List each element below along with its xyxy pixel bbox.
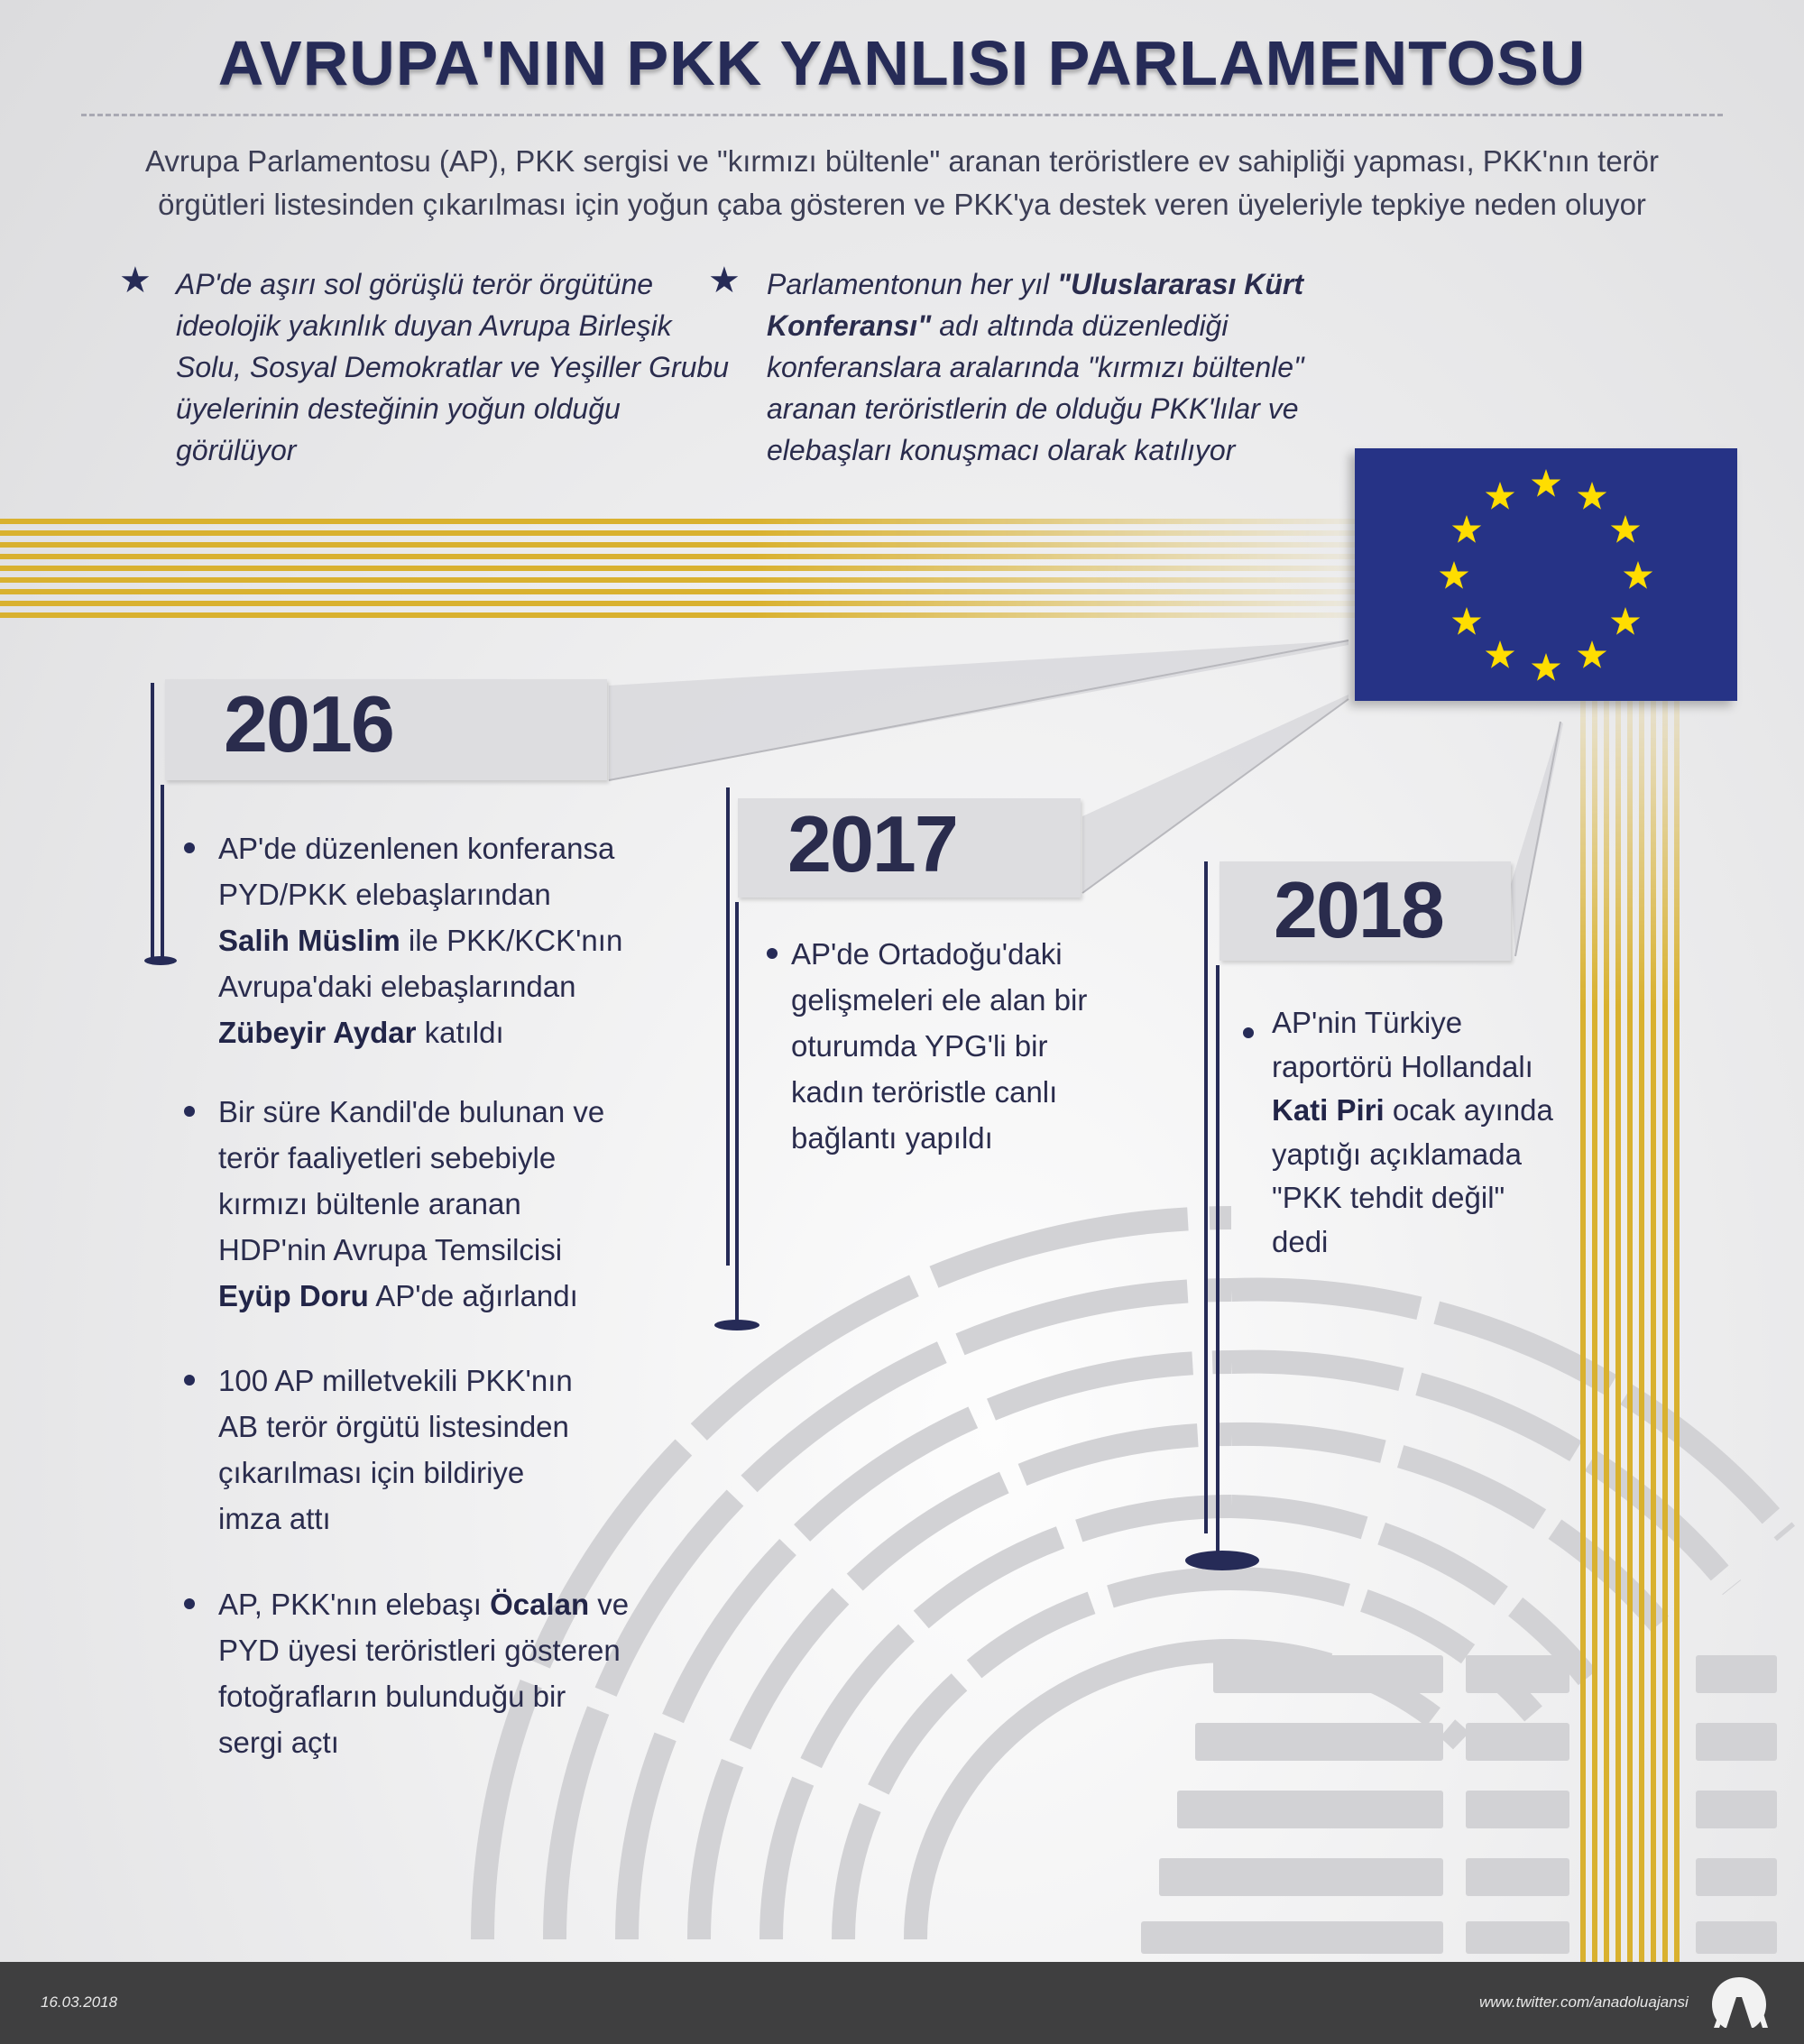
fact-line: Solu, Sosyal Demokratlar ve Yeşiller Grubu xyxy=(176,351,730,383)
fact-line: elebaşları konuşmacı olarak katılıyor xyxy=(767,434,1236,466)
timeline-item: 100 AP milletvekili PKK'nın AB terör örgütü listesinden çıkarılması için bildiriye imza attı xyxy=(218,1364,573,1535)
bullet-icon xyxy=(184,1598,195,1609)
twitter-link[interactable]: www.twitter.com/anadoluajansi xyxy=(1479,1993,1689,2011)
timeline-item: AP'de düzenlenen konferansa PYD/PKK elebaşlarından Salih Müslim ile PKK/KCK'nın Avrupa'daki elebaşlarından Zübeyir Aydar katıldı xyxy=(218,832,623,1049)
fact-line: Parlamentonun her yıl "Uluslararası Kürt xyxy=(767,268,1303,300)
fact-right xyxy=(767,263,1362,471)
fact-line: Konferansı" adı altında düzenlediği xyxy=(767,309,1229,342)
title-divider xyxy=(81,114,1723,116)
year-2017: 2017 xyxy=(787,799,957,888)
fact-line: konferanslara aralarında "kırmızı bültenle" xyxy=(767,351,1304,383)
anadolu-agency-logo xyxy=(1707,1974,1772,2031)
page-title: AVRUPA'NIN PKK YANLISI PARLAMENTOSU xyxy=(217,28,1587,98)
timeline-pole-2016 xyxy=(151,683,154,958)
timeline-item: AP'nin Türkiye raportörü Hollandalı Kati Piri ocak ayında yaptığı açıklamada "PKK tehdit değil" dedi xyxy=(1272,1006,1553,1258)
aa-logo-icon xyxy=(1707,1974,1772,2031)
timeline-pole-base xyxy=(714,1320,759,1330)
star-icon: ★ xyxy=(708,261,741,300)
timeline-pole-2018 xyxy=(1204,861,1208,1533)
timeline-pole-2018 xyxy=(1216,965,1220,1553)
year-2018: 2018 xyxy=(1274,865,1443,954)
timeline-item: AP'de Ortadoğu'daki gelişmeleri ele alan bir oturumda YPG'li bir kadın teröristle canlı bağlantı yapıldı xyxy=(791,937,1088,1155)
bullet-icon xyxy=(1243,1027,1254,1038)
fact-left xyxy=(176,263,753,471)
fact-line: görülüyor xyxy=(176,434,297,466)
publish-date: 16.03.2018 xyxy=(41,1993,118,2011)
fact-line: aranan teröristlerin de olduğu PKK'lılar ve xyxy=(767,392,1299,425)
timeline-pole-base xyxy=(144,956,177,965)
bullet-icon xyxy=(184,1106,195,1117)
fact-line: AP'de aşırı sol görüşlü terör örgütüne xyxy=(176,268,654,300)
bullet-icon xyxy=(184,1375,195,1386)
star-icon: ★ xyxy=(119,261,152,300)
timeline-pole-2016 xyxy=(161,785,164,961)
eu-stars-icon xyxy=(1355,448,1737,701)
timeline-item: AP, PKK'nın elebaşı Öcalan ve PYD üyesi teröristleri gösteren fotoğrafların bulunduğu bir sergi açtı xyxy=(218,1588,630,1759)
timeline-pole-2017 xyxy=(735,902,739,1321)
year-2016: 2016 xyxy=(224,679,393,769)
intro-text: Avrupa Parlamentosu (AP), PKK sergisi ve "kırmızı bültenle" aranan teröristlere ev sahipliği yapması, PKK'nın terör örgütleri listesinden çıkarılması için yoğun çaba gösteren ve PKK'ya destek veren üyeleriyle tepkiye neden oluyor xyxy=(144,144,1660,221)
bullet-icon xyxy=(184,842,195,853)
bullet-icon xyxy=(767,948,778,959)
timeline-item: Bir süre Kandil'de bulunan ve terör faaliyetleri sebebiyle kırmızı bültenle aranan HDP'nin Avrupa Temsilcisi Eyüp Doru AP'de ağırlandı xyxy=(218,1095,605,1312)
timeline-pole-2017 xyxy=(726,787,730,1266)
fact-line: üyelerinin desteğinin yoğun olduğu xyxy=(176,392,621,425)
fact-line: ideolojik yakınlık duyan Avrupa Birleşik xyxy=(176,309,672,342)
eu-flag xyxy=(1355,448,1737,701)
timeline-pole-base xyxy=(1185,1551,1259,1570)
